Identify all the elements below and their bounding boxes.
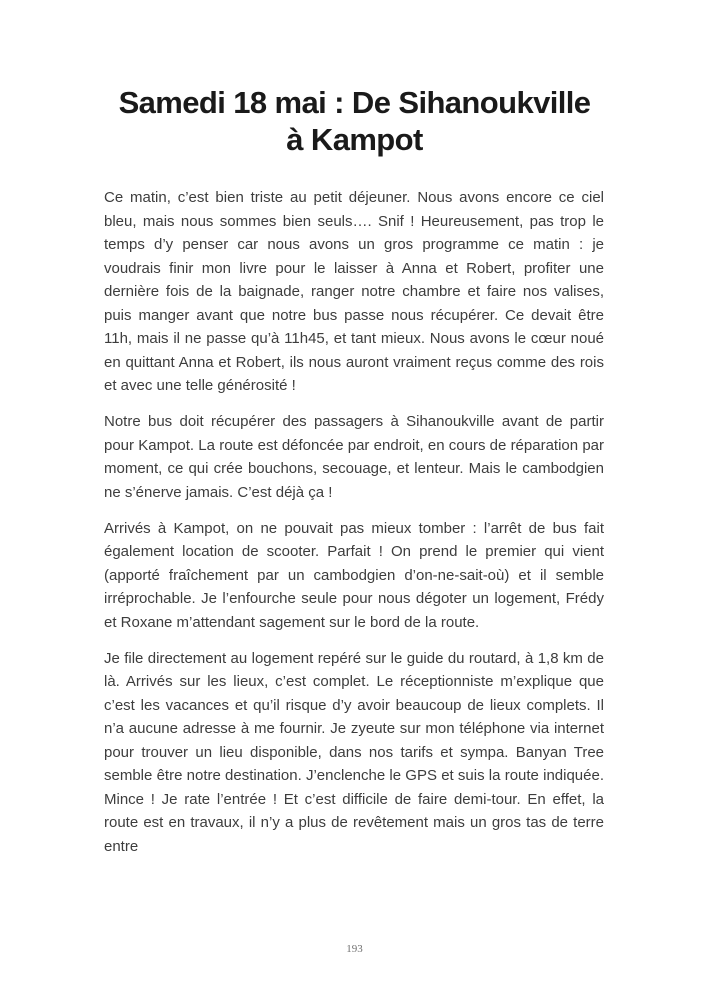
chapter-title-line-2: à Kampot <box>286 122 423 157</box>
page-number: 193 <box>346 943 363 955</box>
paragraph-2: Notre bus doit récupérer des passagers à Sihanoukville avant de partir pour Kampot. La route est défoncée par endroit, en cours de réparation par moment, ce qui crée bouchons, secouage, et lenteur. Mais le cambodgien ne s’énerve jamais. C’est déjà ça ! <box>104 413 604 501</box>
paragraph-3: Arrivés à Kampot, on ne pouvait pas mieux tomber : l’arrêt de bus fait également location de scooter. Parfait ! On prend le premier qui vient (apporté fraîchement par un cambodgien d’on-ne-sait-où) et il semble irréprochable. Je l’enfourche seule pour nous dégoter un logement, Frédy et Roxane m’attendant sagement sur le bord de la route. <box>104 519 604 631</box>
body-text <box>104 186 604 871</box>
paragraph-4: Je file directement au logement repéré sur le guide du routard, à 1,8 km de là. Arrivés sur les lieux, c’est complet. Le réceptionniste m’explique que c’est les vacances et qu’il risque d’y avoir beaucoup de lieux complets. Il n’a aucune adresse à me fournir. Je zyeute sur mon téléphone via internet pour trouver un lieu disponible, dans nos tarifs et sympa. Banyan Tree semble être notre destination. J’enclenche le GPS et suis la route indiquée. Mince ! Je rate l’entrée ! Et c’est difficile de faire demi-tour. En effet, la route est en travaux, il n’y a plus de revêtement mais un gros tas de terre entre <box>104 649 604 855</box>
paragraph-1: Ce matin, c’est bien triste au petit déjeuner. Nous avons encore ce ciel bleu, mais nous sommes bien seuls…. Snif ! Heureusement, pas trop le temps d’y penser car nous avons un gros programme ce matin : je voudrais finir mon livre pour le laisser à Anna et Robert, profiter une dernière fois de la baignade, ranger notre chambre et faire nos valises, puis manger avant que notre bus passe nous récupérer. Ce devait être 11h, mais il ne passe qu’à 11h45, et tant mieux. Nous avons le cœur noué en quittant Anna et Robert, ils nous auront vraiment reçus comme des rois et avec une telle générosité ! <box>104 189 604 394</box>
chapter-title <box>60 84 649 158</box>
chapter-title-line-1: Samedi 18 mai : De Sihanoukville <box>118 85 591 120</box>
